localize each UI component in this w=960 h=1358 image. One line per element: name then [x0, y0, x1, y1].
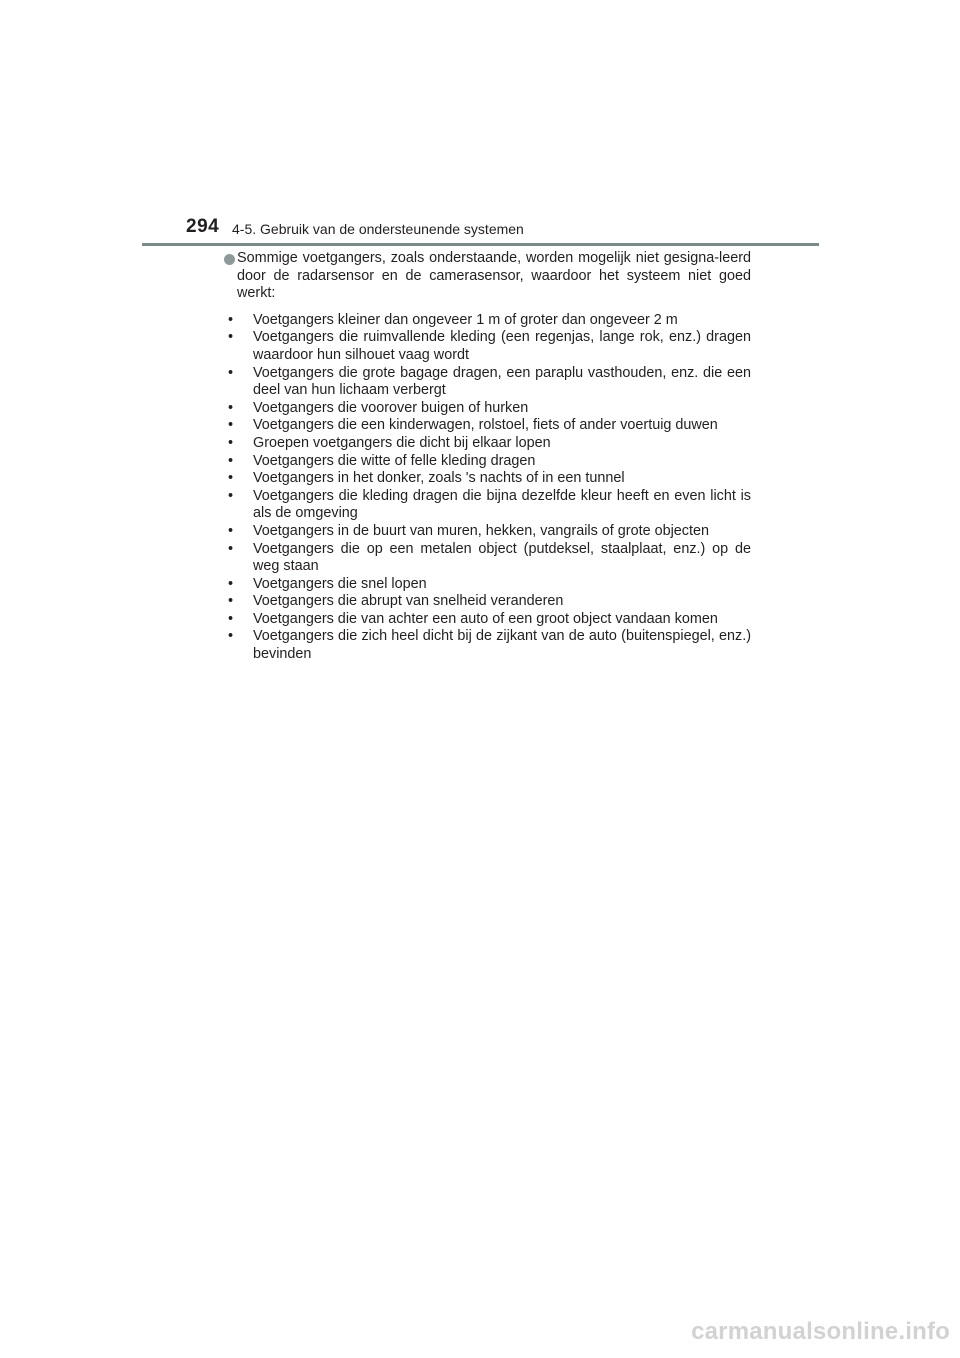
list-item: [228, 523, 751, 541]
list-item: [228, 312, 751, 330]
list-item: [228, 611, 751, 629]
list-item-text: Voetgangers die ruimvallende kleding (een regenjas, lange rok, enz.) dragen waardoor hun silhouet vaag wordt: [253, 329, 751, 363]
list-item: [228, 541, 751, 576]
list-item-text: Voetgangers die kleding dragen die bijna dezelfde kleur heeft en even licht is als de omgeving: [253, 487, 751, 522]
pedestrian-list: [224, 312, 751, 664]
intro-text: Sommige voetgangers, zoals onderstaande, worden mogelijk niet gesigna-leerd door de radarsensor en de camerasensor, waardoor het systeem niet goed werkt:: [237, 250, 751, 302]
bullet-icon: •: [228, 434, 234, 451]
list-item-text: Groepen voetgangers die dicht bij elkaar lopen: [253, 434, 551, 451]
main-content: [224, 250, 751, 664]
bullet-icon: •: [228, 487, 234, 504]
list-item-text: Voetgangers die voorover buigen of hurken: [253, 399, 529, 416]
bullet-icon: •: [228, 452, 234, 469]
intro-paragraph: [224, 250, 751, 303]
bullet-icon: •: [228, 470, 234, 487]
section-title: 4-5. Gebruik van de ondersteunende systemen: [232, 221, 524, 237]
bullet-icon: •: [228, 593, 234, 610]
list-item-text: Voetgangers die witte of felle kleding dragen: [253, 452, 536, 469]
list-item: [228, 400, 751, 418]
list-item-text: Voetgangers kleiner dan ongeveer 1 m of groter dan ongeveer 2 m: [253, 311, 678, 328]
list-item: [228, 488, 751, 523]
list-item: [228, 329, 751, 364]
page-number: 294: [186, 216, 220, 237]
bullet-icon: •: [228, 540, 234, 557]
list-item: [228, 593, 751, 611]
watermark: carmanualsonline.info: [691, 1318, 950, 1345]
bullet-icon: •: [228, 417, 234, 434]
bullet-icon: •: [228, 399, 234, 416]
list-item: [228, 417, 751, 435]
bullet-circle-icon: [224, 254, 235, 265]
list-item: [228, 453, 751, 471]
header-rule: [142, 243, 819, 246]
list-item-text: Voetgangers die op een metalen object (putdeksel, staalplaat, enz.) op de weg staan: [253, 540, 751, 575]
list-item-text: Voetgangers die van achter een auto of een groot object vandaan komen: [253, 610, 718, 627]
bullet-icon: •: [228, 364, 234, 381]
bullet-icon: •: [228, 628, 234, 645]
list-item: [228, 365, 751, 400]
list-item: [228, 435, 751, 453]
list-item-text: Voetgangers die abrupt van snelheid veranderen: [253, 593, 564, 610]
bullet-icon: •: [228, 575, 234, 592]
list-item-text: Voetgangers die zich heel dicht bij de zijkant van de auto (buitenspiegel, enz.) bevinden: [253, 628, 751, 663]
list-item-text: Voetgangers die snel lopen: [253, 575, 427, 592]
bullet-icon: •: [228, 610, 234, 627]
list-item-text: Voetgangers in de buurt van muren, hekken, vangrails of grote objecten: [253, 522, 709, 539]
list-item: [228, 628, 751, 663]
list-item-text: Voetgangers die een kinderwagen, rolstoel, fiets of ander voertuig duwen: [253, 417, 718, 434]
list-item: [228, 470, 751, 488]
bullet-icon: •: [228, 329, 234, 346]
bullet-icon: •: [228, 311, 234, 328]
list-item: [228, 576, 751, 594]
bullet-icon: •: [228, 522, 234, 539]
list-item-text: Voetgangers die grote bagage dragen, een paraplu vasthouden, enz. die een deel van hun lichaam verbergt: [253, 364, 751, 399]
list-item-text: Voetgangers in het donker, zoals 's nachts of in een tunnel: [253, 470, 625, 487]
